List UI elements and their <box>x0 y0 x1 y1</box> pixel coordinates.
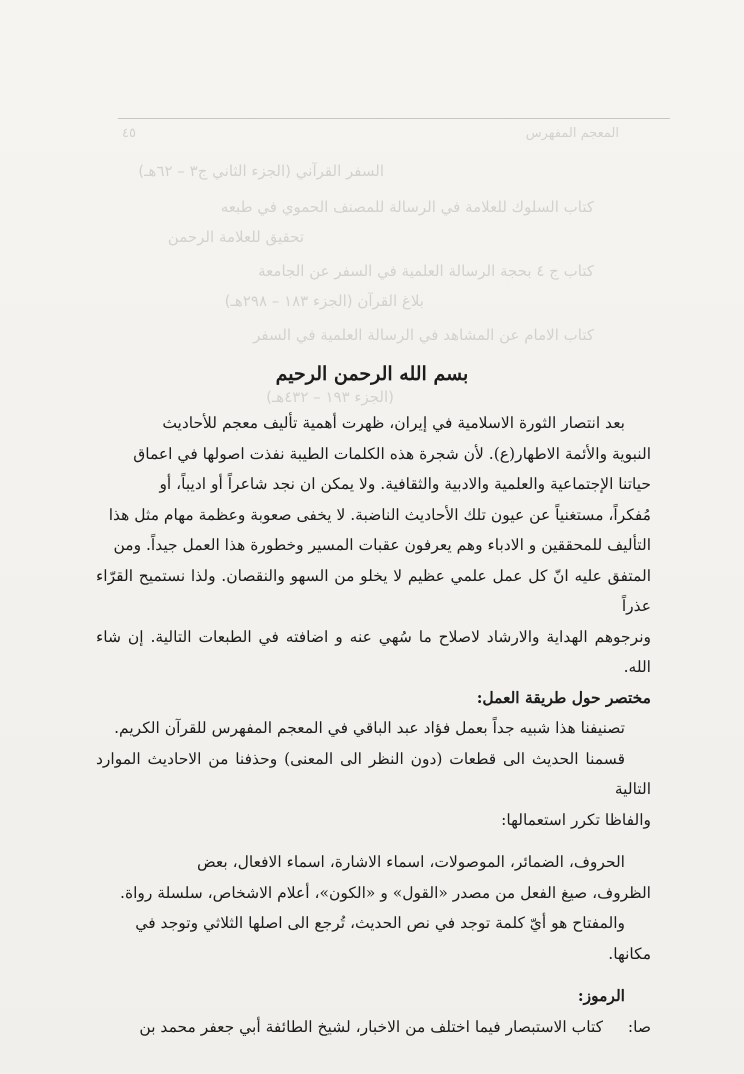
ghost-header-right: المعجم المفهرس <box>525 126 619 141</box>
intro-line-6: المتفق عليه انّ كل عمل علمي عظيم لا يخلو من السهو والنقصان. ولذا نستميح القرّاء عذراً <box>96 566 651 615</box>
ghost-header-left: ٤٥ <box>122 126 136 141</box>
symbols-heading: الرموز: <box>577 986 625 1005</box>
ghost-line-7: (الجزء ١٩٣ – ٤٣٢هـ) <box>266 388 394 406</box>
method-item-3 <box>96 847 651 908</box>
ghost-line-2: كتاب السلوك للعلامة في الرسالة للمصنف الحموي في طبعه <box>220 198 594 216</box>
ghost-line-3: تحقيق للعلامة الرحمن <box>167 228 304 246</box>
intro-line-5: التأليف للمحققين و الادباء وهم يعرفون عقبات المسير وخطورة هذا العمل جيداً. ومن <box>113 536 651 554</box>
spacer <box>96 835 651 847</box>
spacer <box>96 969 651 981</box>
method-item-1: تصنيفنا هذا شبيه جداً بعمل فؤاد عبد الباقي في المعجم المفهرس للقرآن الكريم. <box>114 719 625 737</box>
method-item-3-line-1: الحروف، الضمائر، الموصولات، اسماء الاشارة، اسماء الافعال، بعض <box>196 853 625 871</box>
symbol-text: كتاب الاستبصار فيما اختلف من الاخبار، لشيخ الطائفة أبي جعفر محمد بن <box>139 1017 603 1036</box>
ghost-line-6: كتاب الامام عن المشاهد في الرسالة العلمية في السفر <box>253 326 594 344</box>
method-item-4 <box>96 908 651 969</box>
basmala-heading: بسم الله الرحمن الرحيم <box>275 363 469 385</box>
intro-line-3: حياتنا الإجتماعية والعلمية والادبية والثقافية. ولا يمكن ان نجد شاعراً أو اديباً، أو <box>159 475 651 493</box>
method-item-3-line-2: الظروف، صيغ الفعل من مصدر «القول» و «الكون»، أعلام الاشخاص، سلسلة رواة. <box>120 883 651 902</box>
method-item-2 <box>96 744 651 836</box>
ghost-line-1: السفر القرآني (الجزء الثاني ج٣ – ٦٢هـ) <box>138 162 384 180</box>
header-rule <box>118 118 670 119</box>
method-item-2-line-1: قسمنا الحديث الى قطعات (دون النظر الى المعنى) وحذفنا من الاحاديث الموارد التالية <box>96 749 651 798</box>
symbol-entry <box>96 1012 651 1043</box>
method-item-4-line-2: مكانها. <box>608 944 651 963</box>
page-body <box>96 408 651 1042</box>
ghost-line-5: بلاغ القرآن (الجزء ١٨٣ – ٢٩٨هـ) <box>224 292 424 310</box>
method-heading: مختصر حول طريقة العمل: <box>476 687 651 707</box>
intro-line-1: بعد انتصار الثورة الاسلامية في إيران، ظهرت أهمية تأليف معجم للأحاديث <box>162 414 625 432</box>
intro-line-2: النبوية والأئمة الاطهار(ع). لأن شجرة هذه الكلمات الطيبة نفذت اصولها في اعماق <box>133 444 651 463</box>
intro-line-4: مُفكراً، مستغنياً عن عيون تلك الأحاديث الناضبة. لا يخفى صعوبة وعظمة مهام مثل هذا <box>108 505 651 524</box>
ghost-line-4: كتاب ج ٤ بحجة الرسالة العلمية في السفر عن الجامعة <box>258 262 594 280</box>
intro-paragraph <box>96 408 651 683</box>
symbol-key: صا: <box>627 1017 651 1036</box>
method-item-4-line-1: والمفتاح هو أيّ كلمة توجد في نص الحديث، تُرجع الى اصلها الثلاثي وتوجد في <box>135 914 625 932</box>
intro-line-7: ونرجوهم الهداية والارشاد لاصلاح ما سُهي عنه و اضافته في الطبعات التالية. إن شاء الله. <box>96 627 651 676</box>
method-item-2-line-2: والفاظا تكرر استعمالها: <box>501 810 651 829</box>
